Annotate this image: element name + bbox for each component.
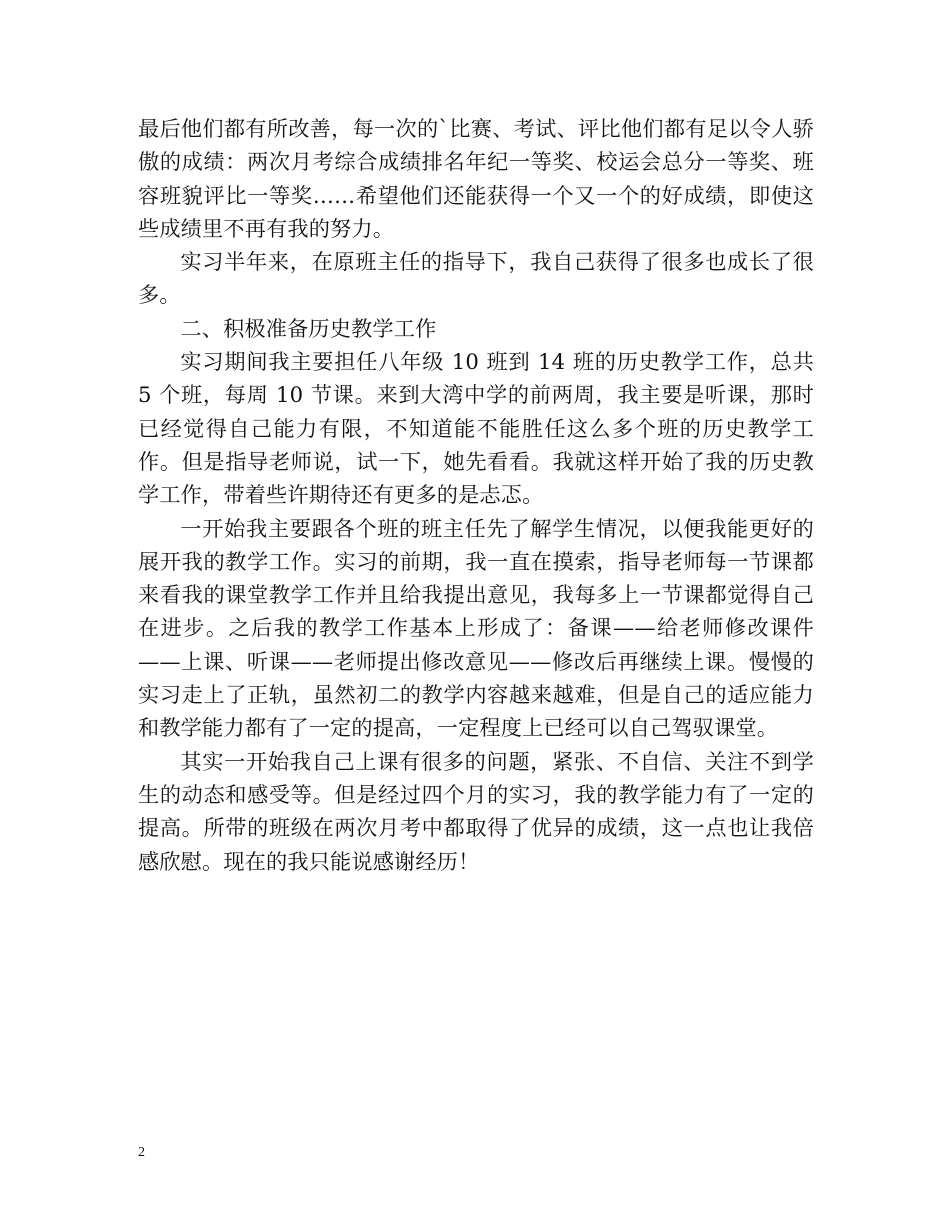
paragraph-4: 一开始我主要跟各个班的班主任先了解学生情况，以便我能更好的展开我的教学工作。实习的前期，我一直在摸索，指导老师每一节课都来看我的课堂教学工作并且给我提出意见，我每多上一节课都觉得自己在进步。之后我的教学工作基本上形成了：备课——给老师修改课件——上课、听课——老师提出修改意见——修改后再继续上课。慢慢的实习走上了正轨，虽然初二的教学内容越来越难，但是自己的适应能力和教学能力都有了一定的提高，一定程度上已经可以自己驾驭课堂。 bbox=[138, 515, 814, 741]
page-number: 2 bbox=[138, 1145, 145, 1160]
paragraph-3: 实习期间我主要担任八年级 10 班到 14 班的历史教学工作，总共 5 个班，每周 10 节课。来到大湾中学的前两周，我主要是听课，那时已经觉得自己能力有限，不知道能不能胜任这么多个班的历史教学工作。但是指导老师说，试一下，她先看看。我就这样开始了我的历史教学工作，带着些许期待还有更多的是忐忑。 bbox=[138, 349, 814, 508]
section-heading: 二、积极准备历史教学工作 bbox=[180, 315, 437, 341]
paragraph-2: 实习半年来，在原班主任的指导下，我自己获得了很多也成长了很多。 bbox=[138, 249, 814, 308]
document-body bbox=[138, 112, 814, 878]
paragraph-1: 最后他们都有所改善，每一次的`比赛、考试、评比他们都有足以令人骄傲的成绩：两次月考综合成绩排名年纪一等奖、校运会总分一等奖、班容班貌评比一等奖……希望他们还能获得一个又一个的好成绩，即使这些成绩里不再有我的努力。 bbox=[138, 116, 814, 241]
paragraph-5: 其实一开始我自己上课有很多的问题，紧张、不自信、关注不到学生的动态和感受等。但是经过四个月的实习，我的教学能力有了一定的提高。所带的班级在两次月考中都取得了优异的成绩，这一点也让我倍感欣慰。现在的我只能说感谢经历！ bbox=[138, 748, 814, 874]
